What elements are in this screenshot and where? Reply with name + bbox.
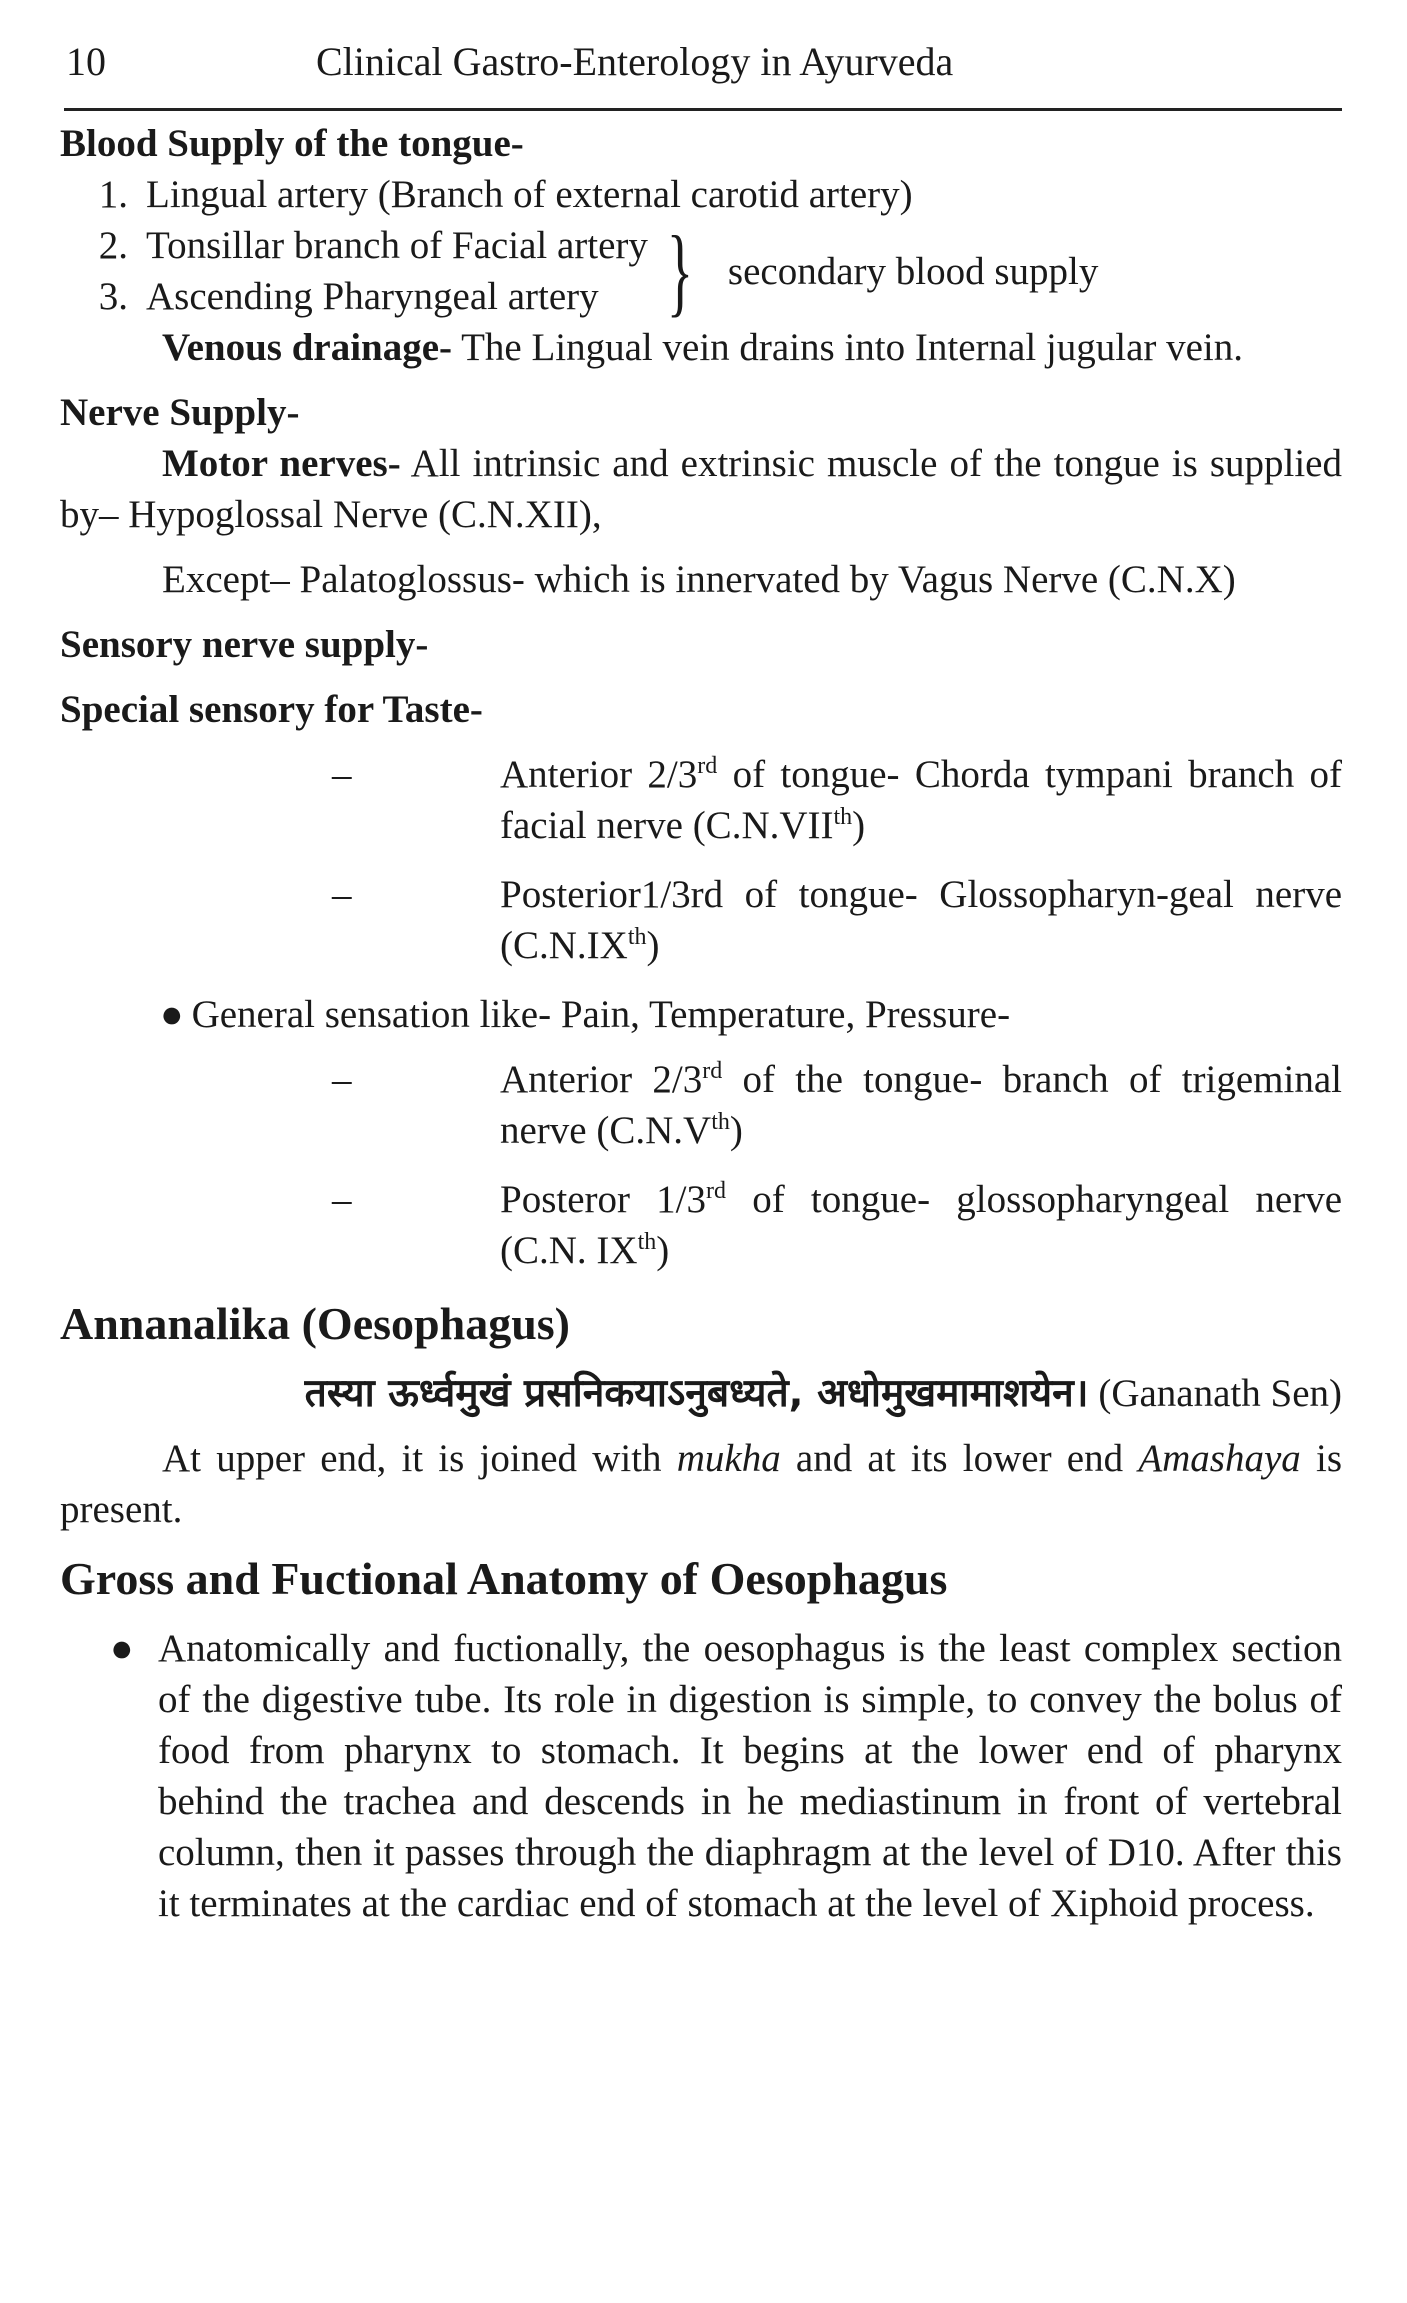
sensory-heading: Sensory nerve supply-	[60, 623, 429, 666]
gross-anatomy-heading: Gross and Fuctional Anatomy of Oesophagus	[60, 1553, 948, 1604]
bullet-icon: ●	[160, 993, 184, 1036]
list-item: – Anterior 2/3rd of the tongue- branch of trigeminal nerve (C.N.Vth)	[332, 1058, 1342, 1152]
curly-brace-icon: }	[666, 215, 694, 326]
list-item: 1. Lingual artery (Branch of external carotid artery)	[98, 173, 913, 216]
running-title: Clinical Gastro-Enterology in Ayurveda	[316, 39, 954, 84]
page-body	[60, 118, 1342, 1929]
nerve-supply-heading: Nerve Supply-	[60, 391, 300, 434]
annanalika-heading: Annanalika (Oesophagus)	[60, 1298, 570, 1349]
list-item: – Anterior 2/3rd of tongue- Chorda tympani branch of facial nerve (C.N.VIIth)	[332, 753, 1342, 847]
list-item: – Posterior1/3rd of tongue- Glossopharyn-geal nerve (C.N.IXth)	[332, 873, 1342, 967]
secondary-supply-group	[60, 215, 1342, 326]
except-paragraph: Except– Palatoglossus- which is innervated by Vagus Nerve (C.N.X)	[162, 558, 1236, 601]
general-sensation-line: ● General sensation like- Pain, Temperature, Pressure-	[60, 989, 1342, 1040]
secondary-supply-label: secondary blood supply	[727, 249, 1099, 293]
annanalika-paragraph: At upper end, it is joined with mukha and at its lower end Amashaya is present.	[60, 1437, 1343, 1531]
list-item: 3. Ascending Pharyngeal artery	[98, 275, 599, 318]
page-number: 10	[66, 39, 106, 84]
sanskrit-quote: तस्या ऊर्ध्वमुखं प्रसनिकयाऽनुबध्यते, अधोमुखमामाशयेन। (Gananath Sen)	[304, 1371, 1342, 1416]
list-item: – Posteror 1/3rd of tongue- glossopharyngeal nerve (C.N. IXth)	[332, 1178, 1343, 1272]
motor-paragraph: Motor nerves- All intrinsic and extrinsic muscle of the tongue is supplied by– Hypoglossal Nerve (C.N.XII),	[60, 442, 1342, 536]
gross-anatomy-bullet: ● Anatomically and fuctionally, the oesophagus is the least complex section of the digestive tube. Its role in digestion is simple, to convey the bolus of food from pharynx to stomach. It begins at the lower end of pharynx behind the trachea and descends in he mediastinum in front of vertebral column, then it passes through the diaphragm at the level of D10. After this it terminates at the cardiac end of stomach at the level of Xiphoid process.	[60, 1623, 1342, 1929]
blood-supply-heading: Blood Supply of the tongue-	[60, 122, 524, 165]
venous-paragraph: Venous drainage- The Lingual vein drains into Internal jugular vein.	[162, 326, 1244, 369]
page-header	[64, 30, 1342, 111]
taste-heading: Special sensory for Taste-	[60, 688, 483, 731]
list-item: 2. Tonsillar branch of Facial artery	[98, 224, 648, 267]
bullet-icon: ●	[110, 1627, 134, 1670]
